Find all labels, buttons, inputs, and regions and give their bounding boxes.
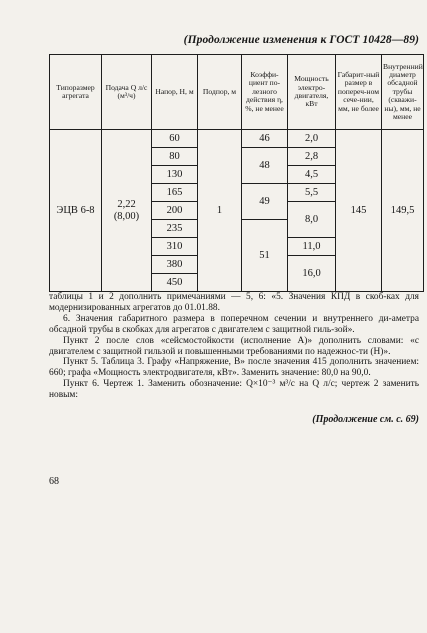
cell-power: 11,0 (288, 238, 336, 256)
col-header-type: Типоразмер агрегата (50, 55, 102, 130)
cell-power: 8,0 (288, 202, 336, 238)
col-header-overall-size: Габарит-ный размер в попереч-ном сече-нии, мм, не более (336, 55, 382, 130)
cell-efficiency: 46 (242, 130, 288, 148)
cell-flow (102, 130, 152, 292)
paragraph: таблицы 1 и 2 дополнить примечаниями — 5, 6: «5. Значения КПД в скоб-ках для модернизированных агрегатов до 01.01.88. (49, 292, 419, 313)
continue-note: (Продолжение см. с. 69) (312, 414, 419, 425)
header-note: (Продолжение изменения к ГОСТ 10428—89) (183, 34, 419, 46)
cell-efficiency: 49 (242, 184, 288, 220)
cell-head: 380 (152, 256, 198, 274)
paragraph: Пункт 2 после слов «сейсмостойкости (исполнение А)» дополнить словами: «с двигателем с защитной гильзой и повышенными требованиями по надежнос-ти (Н)». (49, 335, 419, 357)
cell-power: 5,5 (288, 184, 336, 202)
pump-spec-table (49, 54, 424, 292)
cell-power: 2,8 (288, 148, 336, 166)
cell-power: 4,5 (288, 166, 336, 184)
paragraph: 6. Значения габаритного размера в поперечном сечении и внутреннего ди-аметра обсадной трубы в скобках для агрегатов с двигателем с защитной гиль-зой». (49, 313, 419, 335)
col-header-efficiency: Коэффи-циент по-лезного действия η, %, не менее (242, 55, 288, 130)
col-header-flow: Подача Q л/с (м³/ч) (102, 55, 152, 130)
col-header-inner-diameter: Внутренний диаметр обсадной трубы (скважи-ны), мм, не менее (382, 55, 424, 130)
cell-head: 80 (152, 148, 198, 166)
paragraph: Пункт 6. Чертеж 1. Заменить обозначение: Q×10⁻³ м³/с на Q л/с; чертеж 2 заменить новым: (49, 379, 419, 401)
flow-value: 2,22 (117, 198, 136, 210)
cell-efficiency: 51 (242, 220, 288, 292)
cell-power: 2,0 (288, 130, 336, 148)
cell-head: 200 (152, 202, 198, 220)
cell-head: 165 (152, 184, 198, 202)
cell-subpressure: 1 (198, 130, 242, 292)
col-header-head: Напор, Н, м (152, 55, 198, 130)
cell-inner-diameter: 149,5 (382, 130, 424, 292)
page-number: 68 (49, 476, 59, 487)
flow-value-m3h: (8,00) (113, 210, 140, 222)
cell-overall-size: 145 (336, 130, 382, 292)
col-header-power: Мощность электро-двигателя, кВт (288, 55, 336, 130)
col-header-subpressure: Подпор, м (198, 55, 242, 130)
cell-head: 130 (152, 166, 198, 184)
cell-head: 450 (152, 274, 198, 292)
cell-head: 60 (152, 130, 198, 148)
cell-head: 235 (152, 220, 198, 238)
paragraph: Пункт 5. Таблица 3. Графу «Напряжение, В» после значения 415 дополнить значением: 660; графа «Мощность электродвигателя, кВт». Заменить значение: 80,0 на 90,0. (49, 357, 419, 379)
cell-pump-type: ЭЦВ 6-8 (50, 130, 102, 292)
cell-power: 16,0 (288, 256, 336, 292)
cell-head: 310 (152, 238, 198, 256)
cell-efficiency: 48 (242, 148, 288, 184)
body-text (49, 292, 419, 401)
